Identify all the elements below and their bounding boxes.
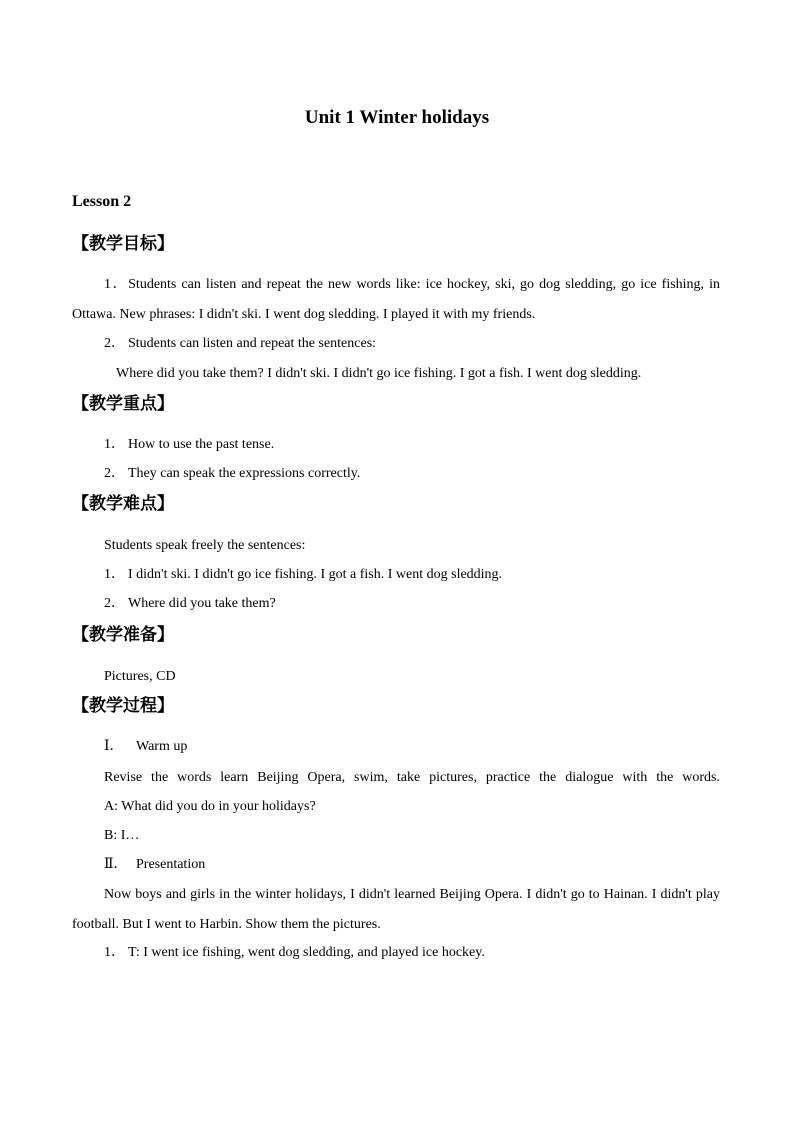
item-text: Students can listen and repeat the sentences: xyxy=(128,336,377,351)
item-number: 1． xyxy=(104,567,125,582)
key-point-item-1 xyxy=(104,435,274,455)
dialogue-b: B: I… xyxy=(104,828,140,843)
item-text: T: I went ice fishing, went dog sledding, and played ice hockey. xyxy=(128,945,485,960)
item-number: 2． xyxy=(104,336,125,351)
step-number: Ⅱ． xyxy=(104,857,128,872)
item-text: How to use the past tense. xyxy=(128,437,275,452)
step-title: Presentation xyxy=(136,857,206,872)
step-number: Ⅰ． xyxy=(104,739,124,754)
objective-item-2 xyxy=(104,334,376,354)
process-step-2 xyxy=(104,855,205,875)
step-title: Warm up xyxy=(136,739,188,754)
preparation-text: Pictures, CD xyxy=(104,669,176,684)
process-step-1 xyxy=(104,737,187,757)
difficulty-item-2 xyxy=(104,594,276,614)
item-text: They can speak the expressions correctly. xyxy=(128,466,361,481)
key-points-heading: 【教学重点】 xyxy=(72,394,174,414)
difficulty-item-1 xyxy=(104,565,502,585)
process-step-2-item-1 xyxy=(104,943,485,963)
lesson-label: Lesson 2 xyxy=(72,193,132,210)
dialogue-a: A: What did you do in your holidays? xyxy=(104,799,316,814)
item-number: 2． xyxy=(104,466,125,481)
item-text: Students can listen and repeat the new words like: ice hockey, ski, go dog sledding, go ice fishing, in Ottawa. New phrases: I didn't ski. I went dog sledding. I played it with my friends. xyxy=(72,277,721,322)
item-text: Where did you take them? xyxy=(128,596,276,611)
preparation-heading: 【教学准备】 xyxy=(72,625,174,645)
page-title: Unit 1 Winter holidays xyxy=(304,107,490,128)
process-step-1-text: Revise the words learn Beijing Opera, swim, take pictures, practice the dialogue with the words. xyxy=(104,770,720,785)
objective-sentences: Where did you take them? I didn't ski. I didn't go ice fishing. I got a fish. I went dog sledding. xyxy=(116,366,642,381)
objective-item-1 xyxy=(72,270,720,329)
difficulties-intro: Students speak freely the sentences: xyxy=(104,538,306,553)
process-heading: 【教学过程】 xyxy=(72,696,174,716)
item-number: 1． xyxy=(104,277,129,292)
key-point-item-2 xyxy=(104,464,360,484)
difficulties-heading: 【教学难点】 xyxy=(72,494,174,514)
process-step-2-text: Now boys and girls in the winter holidays, I didn't learned Beijing Opera. I didn't go to Hainan. I didn't play football. But I went to Harbin. Show them the pictures. xyxy=(72,887,720,932)
objectives-heading: 【教学目标】 xyxy=(72,234,174,254)
item-text: I didn't ski. I didn't go ice fishing. I got a fish. I went dog sledding. xyxy=(128,567,503,582)
item-number: 2． xyxy=(104,596,125,611)
item-number: 1． xyxy=(104,437,125,452)
item-number: 1． xyxy=(104,945,125,960)
